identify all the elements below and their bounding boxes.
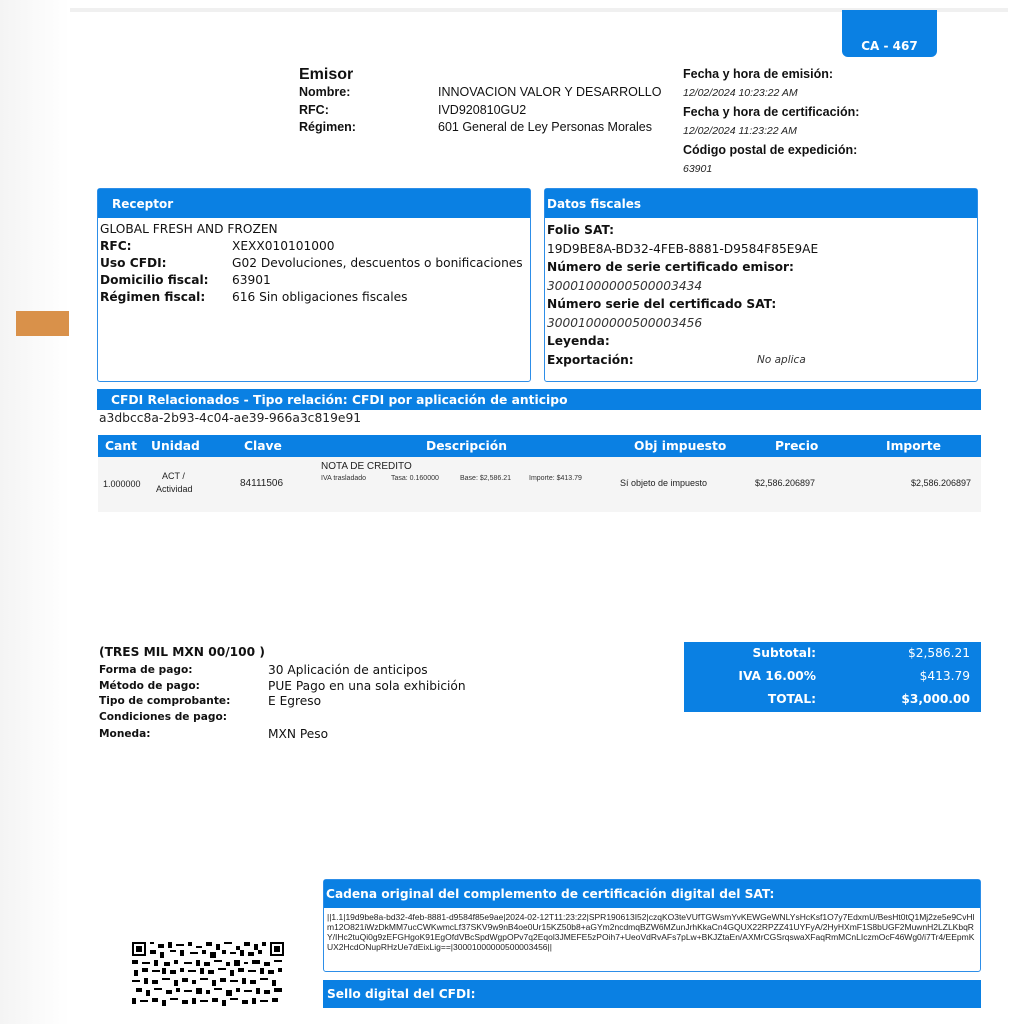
subtotal-label: Subtotal:	[752, 646, 816, 660]
field-value: XEXX010101000	[232, 239, 335, 253]
field-label: Régimen:	[299, 120, 356, 134]
iva-value: $413.79	[919, 669, 970, 683]
cadena-original-box	[323, 879, 981, 972]
emisor-rfc-row	[299, 102, 661, 120]
leyenda-label: Leyenda:	[547, 334, 610, 348]
total-value: $3,000.00	[901, 692, 970, 706]
field-label: Forma de pago:	[99, 664, 193, 676]
field-label: RFC:	[299, 102, 329, 117]
emisor-title: Emisor	[299, 66, 354, 83]
field-value: G02 Devoluciones, descuentos o bonificaciones	[232, 256, 523, 270]
field-label: Nombre:	[299, 85, 351, 99]
col-importe: Importe	[886, 439, 941, 453]
cfdi-relacionado-uuid: a3dbcc8a-2b93-4c04-ae39-966a3c819e91	[99, 411, 362, 425]
col-precio: Precio	[775, 439, 819, 453]
forma-pago-row	[99, 663, 466, 679]
receptor-name: GLOBAL FRESH AND FROZEN	[100, 222, 278, 236]
cell-cant: 1.000000	[103, 479, 141, 489]
cell-importe: $2,586.206897	[910, 478, 971, 488]
field-value: 601 General de Ley Personas Morales	[438, 120, 653, 134]
metodo-pago-row	[99, 679, 466, 695]
receptor-header: Receptor	[98, 189, 530, 218]
field-label: Moneda:	[99, 728, 151, 740]
exportacion-value: No aplica	[757, 353, 806, 366]
col-clave: Clave	[244, 439, 282, 453]
field-label: Condiciones de pago:	[99, 710, 228, 723]
cert-sat-label: Número serie del certificado SAT:	[547, 297, 777, 311]
receptor-box	[97, 188, 531, 382]
datos-fiscales-header: Datos fiscales	[545, 189, 977, 218]
emision-value: 12/02/2024 10:23:22 AM	[683, 87, 798, 99]
field-label: Régimen fiscal:	[100, 290, 206, 304]
col-unidad: Unidad	[151, 439, 200, 453]
page-marker[interactable]	[16, 311, 69, 336]
col-cant: Cant	[105, 439, 137, 453]
certificacion-label: Fecha y hora de certificación:	[683, 105, 860, 119]
table-row	[98, 457, 981, 512]
emisor-nombre-row	[299, 84, 661, 102]
conceptos-table	[98, 435, 981, 512]
cert-sat-value: 30001000000500003456	[547, 315, 703, 330]
emision-label: Fecha y hora de emisión:	[683, 67, 834, 81]
cell-unidad-name: Actividad	[156, 484, 193, 494]
receptor-domicilio-row	[100, 272, 528, 289]
table-header	[98, 435, 981, 457]
emisor-regimen-row	[299, 119, 661, 137]
folio-label: CA - 467	[861, 39, 918, 53]
cell-importe-impuesto: Importe: $413.79	[529, 475, 582, 482]
importe-letra: (TRES MIL MXN 00/100 )	[99, 645, 265, 659]
pago-section	[99, 663, 466, 743]
total-row	[684, 688, 981, 711]
field-label: Domicilio fiscal:	[100, 273, 209, 287]
sello-digital-header: Sello digital del CFDI:	[323, 980, 981, 1008]
iva-label: IVA 16.00%	[738, 669, 816, 683]
folio-tab	[842, 10, 937, 57]
cadena-original-header: Cadena original del complemento de certificación digital del SAT:	[324, 880, 980, 908]
moneda-row	[99, 727, 466, 743]
datos-fiscales-box	[544, 188, 978, 382]
folio-sat-value: 19D9BE8A-BD32-4FEB-8881-D9584F85E9AE	[547, 241, 819, 256]
field-value: PUE Pago en una sola exhibición	[268, 678, 466, 693]
cell-clave: 84111506	[240, 478, 284, 489]
tipo-comprobante-row	[99, 694, 466, 710]
receptor-rfc-row	[100, 238, 528, 255]
subtotal-value: $2,586.21	[907, 646, 970, 660]
cell-descripcion: NOTA DE CREDITO	[321, 461, 412, 472]
cell-unidad-code: ACT /	[162, 471, 185, 481]
field-value: 63901	[232, 273, 271, 287]
col-descripcion: Descripción	[426, 439, 507, 453]
viewer-left-margin	[0, 0, 70, 1024]
iva-row	[684, 665, 981, 688]
receptor-regimen-row	[100, 289, 528, 306]
totales-box	[684, 642, 981, 712]
cadena-original-text: ||1.1|19d9be8a-bd32-4feb-8881-d9584f85e9ae|2024-02-12T11:23:22|SPR190613I52|czqKO3teVUfTGWsmYvKEWGeWNLYsHcKsf1O7y7EdxmU/BesHt0tQ1Mj2ze5e9CvHlm12O821iWzDkMM7ucCWKwmcLf37SKV9w9nB4oe0Ur15KZ50b8+aGYm2ncdmqBZW6MZunJrhKkaCn4GQUX22RPZZ41UYFyA/2HyHXmF1S8bUGF2MuwnH2LZLKbqRY/IHc2tuQi0g9zEFGHgoK91EgOfdVBcSpdWgpOPv7q2Eqol3JMEFE5zPOih7+UeoVdRvAFs7pLw+BKJZtaEn/AXMrCGSrqswaXFaqRmMCnLIczmOcF46Wg0/i7Tr4/EEpmKUX2HcdONupRHzUe7dEixLig==|30001000000500003456||	[327, 912, 975, 952]
emisor-section	[299, 66, 661, 137]
fechas-section	[683, 66, 859, 180]
exportacion-row	[547, 351, 975, 370]
field-value: INNOVACION VALOR Y DESARROLLO	[438, 85, 662, 99]
field-value: IVD920810GU2	[438, 102, 527, 117]
cp-value: 63901	[683, 163, 713, 175]
field-label: Tipo de comprobante:	[99, 695, 231, 707]
cell-impuesto: IVA trasladado	[321, 475, 367, 482]
subtotal-row	[684, 642, 981, 665]
field-label: RFC:	[100, 239, 132, 253]
cfdi-relacionados-header: CFDI Relacionados - Tipo relación: CFDI por aplicación de anticipo	[97, 389, 981, 410]
field-label: Uso CFDI:	[100, 256, 167, 270]
cell-obj-impuesto: Sí objeto de impuesto	[620, 478, 708, 488]
col-obj-impuesto: Obj impuesto	[634, 439, 727, 453]
total-label: TOTAL:	[767, 692, 816, 706]
field-value: E Egreso	[268, 694, 322, 708]
certificacion-value: 12/02/2024 11:23:22 AM	[683, 125, 797, 137]
receptor-uso-row	[100, 255, 528, 272]
cell-tasa: Tasa: 0.160000	[391, 475, 439, 482]
field-label: Método de pago:	[99, 679, 200, 692]
cell-precio: $2,586.206897	[755, 478, 816, 488]
field-value: 30 Aplicación de anticipos	[268, 663, 428, 677]
cert-emisor-value: 30001000000500003434	[547, 278, 703, 293]
cell-base: Base: $2,586.21	[460, 475, 511, 482]
exportacion-label: Exportación:	[547, 352, 634, 367]
qr-code-icon	[132, 942, 284, 1008]
field-value: MXN Peso	[268, 727, 329, 741]
cp-label: Código postal de expedición:	[683, 143, 858, 157]
folio-sat-label: Folio SAT:	[547, 223, 614, 237]
condiciones-pago-row	[99, 710, 466, 726]
field-value: 616 Sin obligaciones fiscales	[232, 290, 408, 304]
cert-emisor-label: Número de serie certificado emisor:	[547, 260, 794, 274]
